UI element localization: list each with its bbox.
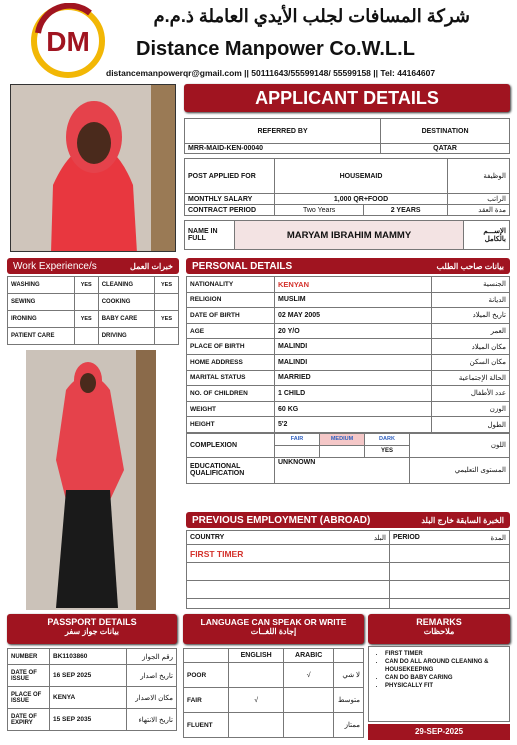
passport-label: DATE OF EXPIRY: [8, 709, 50, 731]
personal-title-ar: بيانات صاحب الطلب: [436, 261, 504, 271]
personal-label: WEIGHT: [187, 401, 275, 417]
language-arabic-mark: [284, 713, 334, 738]
complexion-medium: MEDIUM: [320, 433, 365, 445]
complexion-fair-mark: [275, 445, 320, 457]
education-label-ar: المستوى التعليمي: [410, 457, 510, 483]
experience-value: [74, 294, 98, 311]
personal-value: 60 KG: [275, 401, 432, 417]
language-title: LANGUAGE CAN SPEAK OR WRITE: [200, 617, 347, 627]
passport-value: 15 SEP 2035: [50, 709, 127, 731]
passport-value: BK1103860: [50, 649, 127, 665]
svg-text:DM: DM: [46, 26, 90, 57]
experience-title: Work Experience/s: [13, 260, 97, 272]
experience-skill: DRIVING: [98, 328, 154, 345]
language-arabic-mark: [284, 688, 334, 713]
previous-title: PREVIOUS EMPLOYMENT (ABROAD): [192, 514, 371, 526]
remark-item: • CAN DO BABY CARING: [385, 674, 505, 682]
passport-table: [7, 648, 177, 731]
experience-skill: BABY CARE: [98, 311, 154, 328]
personal-label-ar: الحالة الإجتماعية: [432, 370, 510, 386]
experience-skill: WASHING: [8, 277, 75, 294]
previous-empty-2b: [390, 581, 510, 599]
passport-label: DATE OF ISSUE: [8, 665, 50, 687]
experience-value: YES: [74, 277, 98, 294]
personal-table: [186, 276, 510, 484]
previous-empty-2: [187, 581, 390, 599]
passport-value: KENYA: [50, 687, 127, 709]
post-label: POST APPLIED FOR: [185, 159, 275, 194]
passport-label: NUMBER: [8, 649, 50, 665]
passport-label-ar: رقم الجواز: [127, 649, 177, 665]
company-contact: distancemanpowerqr@gmail.com || 50111643/55599148/ 55599158 || Tel: 44164607: [106, 68, 436, 78]
language-title-ar: إجادة اللغــات: [250, 627, 297, 636]
personal-label: AGE: [187, 323, 275, 339]
complexion-dark-mark: YES: [365, 445, 410, 457]
previous-empty-1b: [390, 563, 510, 581]
passport-label: PLACE OF ISSUE: [8, 687, 50, 709]
remark-item: • FIRST TIMER: [385, 650, 505, 658]
name-label-ar: الإســـم بالكامل: [464, 221, 510, 250]
experience-skill: PATIENT CARE: [8, 328, 75, 345]
passport-header: [7, 614, 177, 644]
experience-value: YES: [74, 311, 98, 328]
experience-value: [155, 328, 179, 345]
period-label: PERIOD: [390, 531, 440, 545]
personal-label: PLACE OF BIRTH: [187, 339, 275, 355]
language-level-ar: ممتاز: [334, 713, 364, 738]
remarks-box: [368, 646, 510, 722]
remarks-header: [368, 614, 510, 644]
experience-value: [74, 328, 98, 345]
passport-label-ar: تاريخ الانتهاء: [127, 709, 177, 731]
experience-title-ar: خبرات العمل: [130, 261, 173, 271]
contract-value-2: 2 YEARS: [364, 205, 448, 216]
remark-item: • PHYSICALLY FIT: [385, 682, 505, 690]
personal-title: PERSONAL DETAILS: [192, 260, 293, 272]
country-label-ar: البلد: [326, 531, 390, 545]
contract-label-ar: مدة العقد: [448, 205, 510, 216]
personal-label-ar: الطول: [432, 417, 510, 433]
language-level: FLUENT: [184, 713, 229, 738]
previous-header: [186, 512, 510, 528]
name-row: [184, 220, 510, 250]
remarks-title: REMARKS: [416, 617, 462, 627]
referred-by-label: REFERRED BY: [185, 119, 381, 144]
language-col-arabic: ARABIC: [284, 649, 334, 663]
education-value: UNKNOWN: [275, 457, 410, 483]
applicant-portrait-photo: [10, 84, 176, 252]
language-corner-ar: [334, 649, 364, 663]
full-name: MARYAM IBRAHIM MAMMY: [235, 221, 464, 250]
language-level-ar: متوسط: [334, 688, 364, 713]
personal-value: MARRIED: [275, 370, 432, 386]
passport-label-ar: مكان الاصدار: [127, 687, 177, 709]
name-label: NAME IN FULL: [185, 221, 235, 250]
experience-value: [155, 294, 179, 311]
personal-value: 20 Y/O: [275, 323, 432, 339]
personal-label: MARITAL STATUS: [187, 370, 275, 386]
passport-title-ar: بيانات جواز سفر: [64, 627, 120, 636]
remark-item: • CAN DO ALL AROUND CLEANING & HOUSEKEEPING: [385, 658, 505, 674]
personal-value: MALINDI: [275, 354, 432, 370]
experience-skill: COOKING: [98, 294, 154, 311]
post-value: HOUSEMAID: [275, 159, 448, 194]
previous-empty-3b: [390, 599, 510, 609]
remarks-title-ar: ملاحظات: [423, 627, 455, 636]
referral-code: MRR-MAID-KEN-00040: [185, 144, 381, 154]
personal-value: 1 CHILD: [275, 386, 432, 402]
company-name-ar: شركة المسافات لجلب الأيدي العاملة ذ.م.م: [153, 6, 470, 26]
remarks-date: 29-SEP-2025: [368, 724, 510, 740]
personal-label-ar: الجنسية: [432, 277, 510, 293]
passport-label-ar: تاريخ اصدار: [127, 665, 177, 687]
post-label-ar: الوظيفة: [448, 159, 510, 194]
experience-skill: IRONING: [8, 311, 75, 328]
language-level: POOR: [184, 663, 229, 688]
job-table: [184, 158, 510, 216]
language-english-mark: √: [229, 688, 284, 713]
personal-label: HEIGHT: [187, 417, 275, 433]
previous-entry-period: [390, 545, 510, 563]
personal-label-ar: تاريخ الميلاد: [432, 308, 510, 324]
destination-value: QATAR: [381, 144, 510, 154]
language-header: [183, 614, 364, 644]
language-arabic-mark: √: [284, 663, 334, 688]
language-level: FAIR: [184, 688, 229, 713]
complexion-medium-mark: [320, 445, 365, 457]
personal-label-ar: العمر: [432, 323, 510, 339]
contract-value: Two Years: [275, 205, 364, 216]
referral-table: [184, 118, 510, 154]
personal-value: MUSLIM: [275, 292, 432, 308]
salary-label-ar: الراتب: [448, 194, 510, 205]
previous-title-ar: الخبرة السابقة خارج البلد: [421, 515, 504, 525]
language-table: [183, 648, 364, 738]
previous-entry: FIRST TIMER: [187, 545, 390, 563]
company-logo: [30, 3, 106, 79]
experience-value: YES: [155, 311, 179, 328]
applicant-full-body-photo: [26, 350, 156, 610]
complexion-fair: FAIR: [275, 433, 320, 445]
personal-value: KENYAN: [275, 277, 432, 293]
personal-label-ar: عدد الأطفال: [432, 386, 510, 402]
language-corner: [184, 649, 229, 663]
previous-empty-1: [187, 563, 390, 581]
previous-table: [186, 530, 510, 609]
passport-title: PASSPORT DETAILS: [47, 617, 137, 627]
experience-skill: SEWING: [8, 294, 75, 311]
salary-value: 1,000 QR+FOOD: [275, 194, 448, 205]
salary-label: MONTHLY SALARY: [185, 194, 275, 205]
personal-label-ar: الوزن: [432, 401, 510, 417]
country-label: COUNTRY: [187, 531, 326, 545]
contract-label: CONTRACT PERIOD: [185, 205, 275, 216]
period-label-ar: المدة: [440, 531, 510, 545]
personal-label-ar: مكان الميلاد: [432, 339, 510, 355]
personal-label: NATIONALITY: [187, 277, 275, 293]
page-title: APPLICANT DETAILS: [184, 84, 510, 112]
complexion-dark: DARK: [365, 433, 410, 445]
experience-header: [7, 258, 179, 274]
experience-skill: CLEANING: [98, 277, 154, 294]
personal-label: NO. OF CHILDREN: [187, 386, 275, 402]
language-english-mark: [229, 663, 284, 688]
personal-label-ar: مكان السكن: [432, 354, 510, 370]
education-label: EDUCATIONAL QUALIFICATION: [187, 457, 275, 483]
language-col-english: ENGLISH: [229, 649, 284, 663]
language-english-mark: [229, 713, 284, 738]
language-level-ar: لا شي: [334, 663, 364, 688]
personal-label: HOME ADDRESS: [187, 354, 275, 370]
personal-value: 02 MAY 2005: [275, 308, 432, 324]
complexion-label-ar: اللون: [410, 433, 510, 457]
personal-label: DATE OF BIRTH: [187, 308, 275, 324]
passport-value: 16 SEP 2025: [50, 665, 127, 687]
personal-value: MALINDI: [275, 339, 432, 355]
personal-label: RELIGION: [187, 292, 275, 308]
personal-header: [186, 258, 510, 274]
personal-label-ar: الديانة: [432, 292, 510, 308]
company-name-en: Distance Manpower Co.W.L.L: [136, 38, 415, 60]
destination-label: DESTINATION: [381, 119, 510, 144]
personal-value: 5'2: [275, 417, 432, 433]
experience-value: YES: [155, 277, 179, 294]
experience-table: [7, 276, 179, 344]
complexion-label: COMPLEXION: [187, 433, 275, 457]
previous-empty-3: [187, 599, 390, 609]
